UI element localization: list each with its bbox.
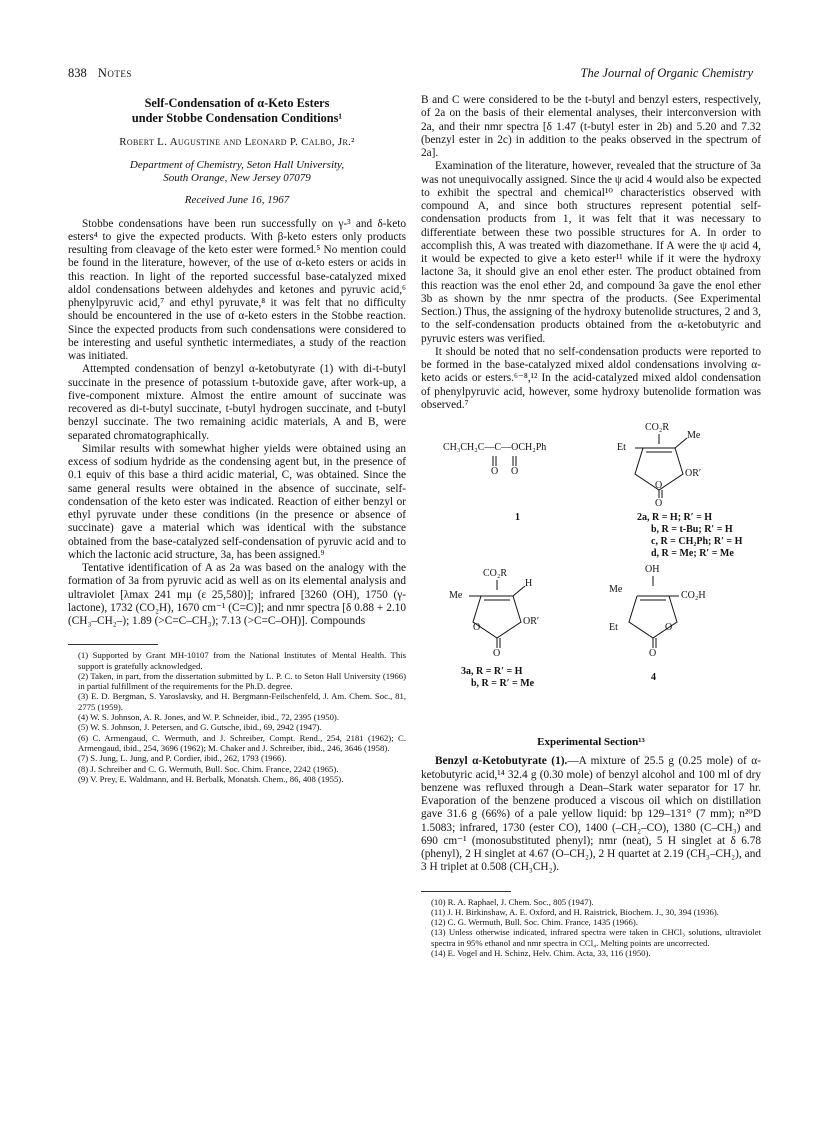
footnote: (12) C. G. Wermuth, Bull. Soc. Chim. France, 1435 (1966). (431, 917, 638, 928)
affiliation-line-1: Department of Chemistry, Seton Hall University, (129, 159, 345, 172)
footnote: (1) Supported by Grant MH-10107 from the National Institutes of Mental Health. This support is gratefully acknowledged. (78, 650, 406, 671)
received-date: Received June 16, 1967 (184, 194, 290, 207)
footnote: (13) Unless otherwise indicated, infrared spectra were taken in CHCl₃ solutions, ultraviolet spectra in 95% ethanol and nmr spectra in CCl₄. Melting points are uncorrected. (431, 927, 761, 948)
running-head-left (68, 66, 132, 81)
experimental-body: —A mixture of 25.5 g (0.25 mole) of α-ketobutyric acid,¹⁴ 32.4 g (0.30 mole) of benzyl alcohol and 100 ml of dry benzene was refluxed through a Dean–Stark water separator for 17 hr. Evaporation of the benzene produced a viscous oil which on distillation gave 31.6 g (66%) of a pale yellow liquid: bp 129–131° (7 mm); n²⁰D 1.5083; infrared, 1730 (ester CO), 1400 (–CH₂–CO), 1380 (C–CH₃) and 690 cm⁻¹ (monosubstituted phenyl); nmr (neat), 5 H singlet at δ 6.78 (phenyl), 2 H singlet at 4.67 (O–CH₂), 2 H quartet at 2.19 (CH₃–CH₂), and 3 H triplet at 0.508 (CH₃CH₂). (421, 755, 761, 874)
body-paragraph: Examination of the literature, however, revealed that the structure of 3a was not unequivocally assigned. Since the ψ acid 4 would also be expected to exhibit the spectral and chemical¹⁰ characteristics observed with compound A, and since both structures represent potential self-condensation products from 1, it was felt that it was necessary to differentiate between these two possible structures for A. In order to accomplish this, A was treated with diazomethane. If A were the ψ acid 4, it would be expected to give a keto ester¹¹ while if it were the hydroxy lactone 3a, it should give an enol ether ester. The product obtained from this reaction was the enol ether 2d, and compound 3a gave the enol ether 3b as shown by the nmr spectra of the products. (See Experimental Section.) Thus, the assigning of the hydroxy butenolide structures, 2 and 3, to the self-condensation products obtained from the α-ketobutyric and pyruvic esters was verified. (421, 160, 761, 345)
compound-3-carbonyl-oxygen: O (493, 648, 501, 659)
left-column (68, 94, 406, 784)
footnote: (4) W. S. Johnson, A. R. Jones, and W. P. Schneider, ibid., 72, 2395 (1950). (78, 712, 340, 723)
authors: Robert L. Augustine and Leonard P. Calbo, Jr.² (119, 136, 355, 148)
footnote-rule (68, 644, 158, 645)
body-paragraph: Stobbe condensations have been run successfully on γ-³ and δ-keto esters⁴ to give the expected products. With β-keto esters only products resulting from cleavage of the keto ester were formed.⁵ No mention could be found in the literature, however, of the use of α-keto esters or acids in this reaction. In light of the reported successful base-catalyzed mixed aldol condensations between aldehydes and ketones and pyruvic acid,⁶ phenylpyruvic acid,⁷ and ethyl pyruvate,⁸ it was felt that no difficulty should be encountered in the use of α-keto esters in the Stobbe reaction. Since the expected products from such condensations were considered to be interesting and useful synthetic intermediates, a study of the reaction was initiated. (68, 217, 406, 362)
compound-3-me: Me (449, 590, 463, 601)
footnote: (3) E. D. Bergman, S. Yaroslavsky, and H. Bergmann-Feilschenfeld, J. Am. Chem. Soc., 81, 2775 (1959). (78, 691, 406, 712)
compound-1-label: 1 (515, 512, 520, 523)
footnote: (7) S. Jung, L. Jung, and P. Cordier, ibid., 262, 1793 (1966). (78, 753, 287, 764)
compound-1-formula: CH₃CH₂C—C—OCH₂Ph (443, 442, 547, 453)
affiliation (68, 159, 406, 185)
footnote: (5) W. S. Johnson, J. Petersen, and G. Gutsche, ibid., 69, 2942 (1947). (78, 722, 322, 733)
body-paragraph: Tentative identification of A as 2a was based on the analogy with the formation of 3a from pyruvic acid as well as on its elemental analysis and ultraviolet [λmax 241 mμ (ε 25,580)]; infrared [3260 (OH), 1750 (γ-lactone), 1732 (CO₂H), 1670 cm⁻¹ (C=C)]; and nmr spectra [δ 0.88 + 2.10 (CH₃–CH₂–); 1.89 (>C=C–CH₃); 7.13 (>C=C–OH)]. Compounds (68, 562, 406, 627)
ring-bond (513, 586, 525, 596)
compound-2-co2r: CO₂R (645, 422, 670, 433)
compound-2-label-a: 2a, R = H; R′ = H (637, 512, 713, 523)
compound-2-et: Et (617, 442, 626, 453)
compound-1-oxygen: O (511, 466, 519, 477)
experimental-compound-head: Benzyl α-Ketobutyrate (1). (435, 755, 568, 768)
structure-figure (421, 416, 761, 726)
compound-2-me: Me (687, 430, 701, 441)
compound-2-label-c: c, R = CH₂Ph; R′ = H (651, 536, 743, 547)
compound-2-carbonyl-oxygen: O (655, 498, 663, 509)
title-line-1: Self-Condensation of α-Keto Esters (144, 96, 330, 110)
affiliation-line-2: South Orange, New Jersey 07079 (163, 172, 311, 185)
footnote: (8) J. Schreiber and C. G. Wermuth, Bull. Soc. Chim. France, 2242 (1965). (78, 763, 339, 774)
footnote: (14) E. Vogel and H. Schinz, Helv. Chim. Acta, 33, 116 (1950). (431, 947, 651, 958)
ring-bond (675, 438, 687, 448)
body-paragraph: B and C were considered to be the t-butyl and benzyl esters, respectively, of 2a on the basis of their elemental analyses, their interconversion with 2a, and their nmr spectra [δ 1.47 (t-butyl ester in 2b) and 5.20 and 7.32 (benzyl ester in 2c) in addition to the peaks observed in the spectrum of 2a]. (421, 94, 761, 159)
article-title (68, 96, 406, 126)
right-column (421, 94, 761, 958)
experimental-paragraph (421, 755, 761, 874)
title-line-2: under Stobbe Condensation Conditions¹ (131, 111, 343, 125)
running-head (68, 66, 753, 84)
compound-3-co2r: CO₂R (483, 568, 508, 579)
body-paragraph: Attempted condensation of benzyl α-ketobutyrate (1) with di-t-butyl succinate in the presence of potassium t-butoxide gave, after work-up, a five-component mixture. Almost the entire amount of succinate was recovered as di-t-butyl succinate, t-butyl hydrogen succinate, and t-butyl benzyl succinate. The two remaining acidic materials, A and B, were separated chromatographically. (68, 363, 406, 442)
experimental-heading: Experimental Section¹³ (537, 736, 645, 748)
compound-3-ring-oxygen: O (473, 622, 481, 633)
journal-name: The Journal of Organic Chemistry (580, 66, 753, 80)
page-number: 838 (68, 66, 87, 80)
compound-2-label-d: d, R = Me; R′ = Me (651, 548, 734, 559)
compound-3-or: OR′ (523, 616, 540, 627)
footnote: (2) Taken, in part, from the dissertation submitted by L. P. C. to Seton Hall University (1966) in partial fulfillment of the requirements for the Ph.D. degree. (78, 670, 406, 692)
compound-4-me: Me (609, 584, 623, 595)
compound-4-et: Et (609, 622, 618, 633)
body-paragraph: It should be noted that no self-condensation products were reported to be formed in the base-catalyzed mixed aldol condensations involving α-keto acids or esters.⁶⁻⁸,¹² In the acid-catalyzed mixed aldol condensation of phenylpyruvic acid, however, some hydroxy butenolide formation was observed.⁷ (421, 345, 761, 411)
compound-1-oxygen: O (491, 466, 499, 477)
compound-3-label-b: b, R = R′ = Me (471, 678, 535, 689)
compound-4-ring-oxygen: O (665, 622, 673, 633)
compound-2-label-b: b, R = t-Bu; R′ = H (651, 524, 733, 535)
compound-3-label-a: 3a, R = R′ = H (461, 666, 523, 677)
section-name: Notes (97, 66, 132, 80)
footnote-rule (421, 891, 511, 892)
body-paragraph: Similar results with somewhat higher yields were obtained using an excess of sodium hydride as the condensing agent but, in the presence of 0.1 equiv of this base a third acidic material, C, was obtained. Since the same general results were obtained in the absence of succinate, self-condensation of the keto ester was indicated. Reaction of either benzyl or ethyl pyruvate under these conditions (in the presence or absence of succinate) gave a material which was identical with the substance obtained from the base-catalyzed self-condensation of pyruvic acid and to which the lactonic acid structure, 3a, has been assigned.⁹ (68, 442, 406, 561)
footnotes (68, 650, 406, 784)
footnote: (9) V. Prey, E. Waldmann, and H. Berbalk, Monatsh. Chem., 86, 408 (1955). (78, 773, 344, 784)
footnote: (11) J. H. Birkinshaw, A. E. Oxford, and H. Raistrick, Biochem. J., 30, 394 (1936). (431, 906, 719, 917)
right-footnotes (421, 897, 761, 959)
compound-3-h: H (525, 578, 533, 589)
compound-2-or: OR′ (685, 468, 702, 479)
compound-4-oh: OH (645, 564, 660, 575)
footnote: (10) R. A. Raphael, J. Chem. Soc., 805 (1947). (431, 896, 594, 907)
compound-4-co2h: CO₂H (681, 590, 706, 601)
footnote: (6) C. Armengaud, C. Wermuth, and J. Schreiber, Compt. Rend., 254, 2181 (1962); C. Armengaud, ibid., 254, 3696 (1962); M. Chaker and J. Schreiber, ibid., 246, 3646 (1958). (78, 732, 406, 753)
compound-4-label: 4 (651, 672, 656, 683)
compound-4-carbonyl-oxygen: O (649, 648, 657, 659)
compound-2-ring-oxygen: O (655, 480, 663, 491)
